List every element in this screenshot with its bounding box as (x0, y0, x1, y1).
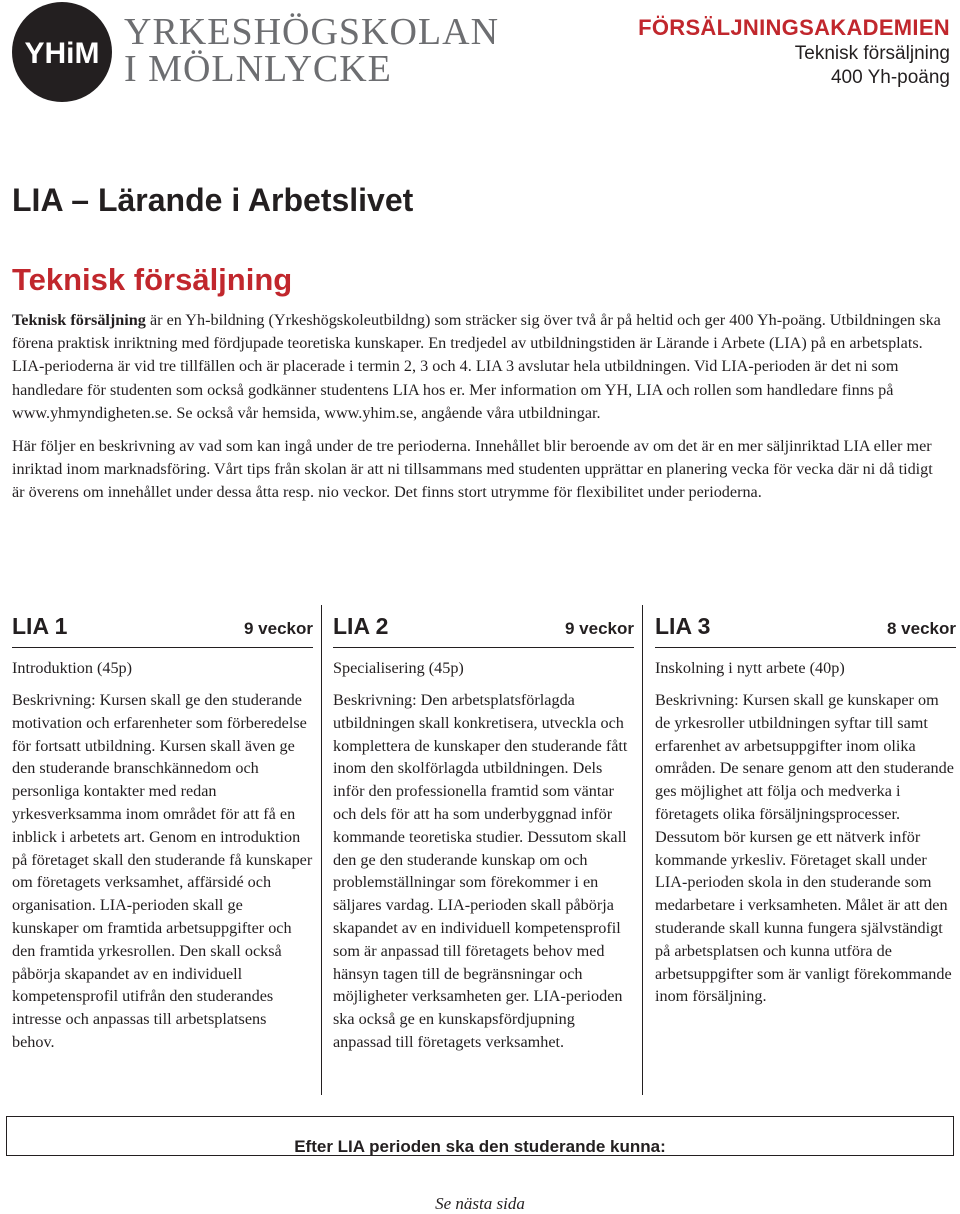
lia-description: Beskrivning: Den arbetsplatsförlagda utbildningen skall konkretisera, utveckla och komplettera de kunskaper den studerande fått inom den skolförlagda utbildningen. Dels inför den professionella framtid som väntar och dels för att ha som underbyggnad inför kommande teoretiska studier. Dessutom skall den ge den studerande kunskap om och problemställningar som förekommer i en säljares vardag. LIA-perioden skall påbörja skapandet av en individuell kompetensprofil som är anpassad till företagets behov med hänsyn tagen till de begränsningar och möjligheter verksamheten ger. LIA-perioden ska också ge en kunskapsfördjupning anpassad till företagets verksamhet. (333, 691, 628, 1051)
outcomes-heading: Efter LIA perioden ska den studerande kunna: (294, 1137, 666, 1156)
lia-name: LIA 1 (12, 613, 68, 639)
intro-paragraph-1-text: är en Yh-bildning (Yrkeshögskoleutbildng) som sträcker sig över två år på heltid och ger 400 Yh-poäng. Utbildningen ska förena praktisk inriktning med fördjupade teoretiska kunskaper. En tredjedel av utbildningstiden är Lärande i Arbete (LIA) på en arbetsplats. LIA-perioderna är vid tre tillfällen och är placerade i termin 2, 3 och 4. LIA 3 avslutar hela utbildningen. Vid LIA-perioden är det ni som handledare för studenten som också godkänner studentens LIA hos er. Mer information om YH, LIA och rollen som handledare finns på www.yhmyndigheten.se. Se också vår hemsida, www.yhim.se, angående våra utbildningar. (12, 311, 941, 422)
intro-paragraph-1 (12, 309, 942, 425)
lia-column-3 (655, 605, 956, 1008)
lia-weeks: 9 veckor (244, 619, 313, 638)
school-name-line2: I MÖLNLYCKE (124, 48, 392, 90)
lia-name: LIA 2 (333, 613, 389, 639)
page-title: LIA – Lärande i Arbetslivet (12, 182, 414, 218)
column-divider (321, 605, 322, 1095)
lia-weeks: 9 veckor (565, 619, 634, 638)
intro-term: Teknisk försäljning (12, 311, 146, 329)
program-subtitle: Teknisk försäljning (794, 43, 950, 64)
outcomes-box (6, 1116, 954, 1156)
lia-subtitle: Inskolning i nytt arbete (40p) (655, 659, 845, 677)
column-divider (642, 605, 643, 1095)
lia-name: LIA 3 (655, 613, 711, 639)
lia-column-2 (333, 605, 634, 1054)
school-name (124, 11, 500, 90)
lia-column-1 (12, 605, 313, 1054)
lia-description: Beskrivning: Kursen skall ge den studerande motivation och erfarenheter som förberedelse för fortsatt utbildning. Kursen skall även ge den studerande branschkännedom och personliga kontakter med redan yrkesverksamma inom området för att få en inblick i arbetets art. Genom en introduktion på företaget skall den studerande få kunskaper om företagets verksamhet, affärsidé och organisation. LIA-perioden skall ge kunskaper om framtida arbetsuppgifter och den framtida yrkesrollen. Den skall också påbörja skapandet av en individuell kompetensprofil utifrån den studerandes intresse och anpassas till arbetsplatsens behov. (12, 691, 313, 1051)
school-logo (12, 2, 112, 102)
lia-column-header (12, 605, 313, 648)
program-info (638, 14, 950, 90)
program-name: FÖRSÄLJNINGSAKADEMIEN (638, 15, 950, 40)
lia-column-header (333, 605, 634, 648)
school-name-line1: YRKESHÖGSKOLAN (124, 11, 500, 53)
intro-text (12, 309, 942, 505)
lia-description: Beskrivning: Kursen skall ge kunskaper om de yrkesroller utbildningen syftar till samt erfarenhet av arbetsuppgifter inom olika områden. De senare genom att den studerande ges möjlighet att följa och medverka i företagets olika försäljningsprocesser. Dessutom bör kursen ge ett nätverk inför kommande yrkesliv. Företaget skall under LIA-perioden skola in den studerande som medarbetare i verksamheten. Målet är att den studerande skall kunna fungera självständigt på arbetsplatsen och kunna utföra de arbetsuppgifter som är vanligt förekommande inom försäljning. (655, 691, 954, 1006)
lia-column-header (655, 605, 956, 648)
lia-subtitle: Introduktion (45p) (12, 659, 133, 677)
intro-paragraph-2: Här följer en beskrivning av vad som kan ingå under de tre perioderna. Innehållet blir beroende av om det är en mer säljinriktad LIA eller mer inriktad inom marknadsföring. Vårt tips från skolan är att ni tillsammans med studenten upprättar en planering vecka för vecka där ni då tidigt är överens om innehållet under dessa åtta resp. nio veckor. Det finns stort utrymme för flexibilitet under perioderna. (12, 437, 933, 502)
lia-subtitle: Specialisering (45p) (333, 659, 464, 677)
program-points: 400 Yh-poäng (830, 67, 950, 88)
logo-text: YHiM (24, 37, 100, 70)
section-title: Teknisk försäljning (12, 262, 293, 297)
lia-weeks: 8 veckor (887, 619, 956, 638)
next-page-note: Se nästa sida (435, 1194, 525, 1213)
